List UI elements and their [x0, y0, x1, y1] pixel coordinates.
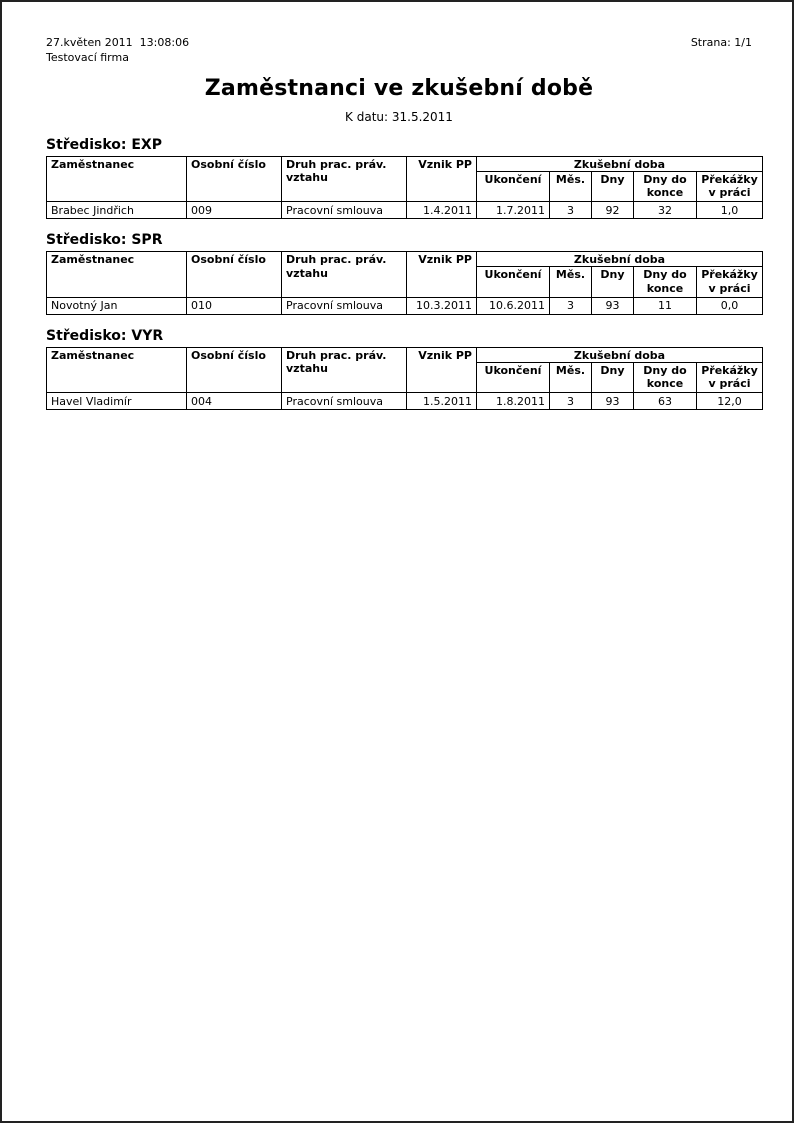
- col-header-employee: Zaměstnanec: [47, 156, 187, 202]
- col-header-days-to-end: Dny do konce: [634, 267, 697, 298]
- cell-months: 3: [550, 393, 592, 410]
- cell-end-date: 1.7.2011: [477, 202, 550, 219]
- col-group-probation: Zkušební doba: [477, 347, 763, 362]
- employees-table-vyr: [46, 347, 763, 411]
- col-header-end-date: Ukončení: [477, 171, 550, 202]
- report-header: [46, 36, 752, 66]
- cell-relation-type: Pracovní smlouva: [282, 297, 407, 314]
- section-heading-exp: Středisko: EXP: [46, 136, 162, 153]
- report-datetime: 27.květen 2011 13:08:06: [46, 36, 190, 49]
- col-header-end-date: Ukončení: [477, 362, 550, 393]
- report-meta: [46, 36, 189, 66]
- cell-employee: Novotný Jan: [47, 297, 187, 314]
- header-row-top: [47, 156, 763, 171]
- header-row-top: [47, 347, 763, 362]
- col-header-months: Měs.: [550, 362, 592, 393]
- col-header-personal-number: Osobní číslo: [187, 156, 282, 202]
- cell-pp-start: 1.5.2011: [407, 393, 477, 410]
- cell-relation-type: Pracovní smlouva: [282, 393, 407, 410]
- cell-obstacles: 1,0: [697, 202, 763, 219]
- cell-months: 3: [550, 202, 592, 219]
- cell-pp-start: 10.3.2011: [407, 297, 477, 314]
- col-header-days-to-end: Dny do konce: [634, 171, 697, 202]
- employee-row: [47, 202, 763, 219]
- report-company: Testovací firma: [46, 50, 129, 64]
- cell-days-to-end: 63: [634, 393, 697, 410]
- col-group-probation: Zkušební doba: [477, 252, 763, 267]
- cell-days: 93: [592, 393, 634, 410]
- section-spr: [46, 232, 758, 315]
- cell-pp-start: 1.4.2011: [407, 202, 477, 219]
- cell-days: 93: [592, 297, 634, 314]
- col-header-obstacles: Překážky v práci: [697, 362, 763, 393]
- employees-table-exp: [46, 156, 763, 220]
- col-header-days-to-end: Dny do konce: [634, 362, 697, 393]
- col-header-obstacles: Překážky v práci: [697, 171, 763, 202]
- col-header-relation-type: Druh prac. práv. vztahu: [282, 252, 407, 298]
- col-header-end-date: Ukončení: [477, 267, 550, 298]
- col-header-days: Dny: [592, 362, 634, 393]
- cell-days: 92: [592, 202, 634, 219]
- cell-days-to-end: 32: [634, 202, 697, 219]
- col-header-days: Dny: [592, 267, 634, 298]
- cell-employee: Havel Vladimír: [47, 393, 187, 410]
- cell-obstacles: 12,0: [697, 393, 763, 410]
- report-subtitle: K datu: 31.5.2011: [345, 109, 453, 124]
- report-title: Zaměstnanci ve zkušební době: [204, 75, 594, 101]
- col-header-months: Měs.: [550, 171, 592, 202]
- cell-days-to-end: 11: [634, 297, 697, 314]
- col-group-probation: Zkušební doba: [477, 156, 763, 171]
- section-vyr: [46, 327, 758, 411]
- section-exp: [46, 136, 758, 220]
- col-header-pp-start: Vznik PP: [407, 347, 477, 393]
- col-header-employee: Zaměstnanec: [47, 347, 187, 393]
- section-heading-spr: Středisko: SPR: [46, 232, 163, 249]
- cell-months: 3: [550, 297, 592, 314]
- employee-row: [47, 297, 763, 314]
- employee-row: [47, 393, 763, 410]
- col-header-employee: Zaměstnanec: [47, 252, 187, 298]
- page-number: Strana: 1/1: [690, 36, 752, 49]
- col-header-obstacles: Překážky v práci: [697, 267, 763, 298]
- cell-personal-number: 010: [187, 297, 282, 314]
- col-header-days: Dny: [592, 171, 634, 202]
- cell-obstacles: 0,0: [697, 297, 763, 314]
- col-header-months: Měs.: [550, 267, 592, 298]
- col-header-pp-start: Vznik PP: [407, 252, 477, 298]
- col-header-personal-number: Osobní číslo: [187, 347, 282, 393]
- cell-personal-number: 004: [187, 393, 282, 410]
- col-header-relation-type: Druh prac. práv. vztahu: [282, 156, 407, 202]
- header-row-top: [47, 252, 763, 267]
- cell-relation-type: Pracovní smlouva: [282, 202, 407, 219]
- cell-end-date: 10.6.2011: [477, 297, 550, 314]
- employees-table-spr: [46, 251, 763, 315]
- col-header-pp-start: Vznik PP: [407, 156, 477, 202]
- col-header-personal-number: Osobní číslo: [187, 252, 282, 298]
- cell-employee: Brabec Jindřich: [47, 202, 187, 219]
- col-header-relation-type: Druh prac. práv. vztahu: [282, 347, 407, 393]
- cell-end-date: 1.8.2011: [477, 393, 550, 410]
- section-heading-vyr: Středisko: VYR: [46, 327, 164, 344]
- cell-personal-number: 009: [187, 202, 282, 219]
